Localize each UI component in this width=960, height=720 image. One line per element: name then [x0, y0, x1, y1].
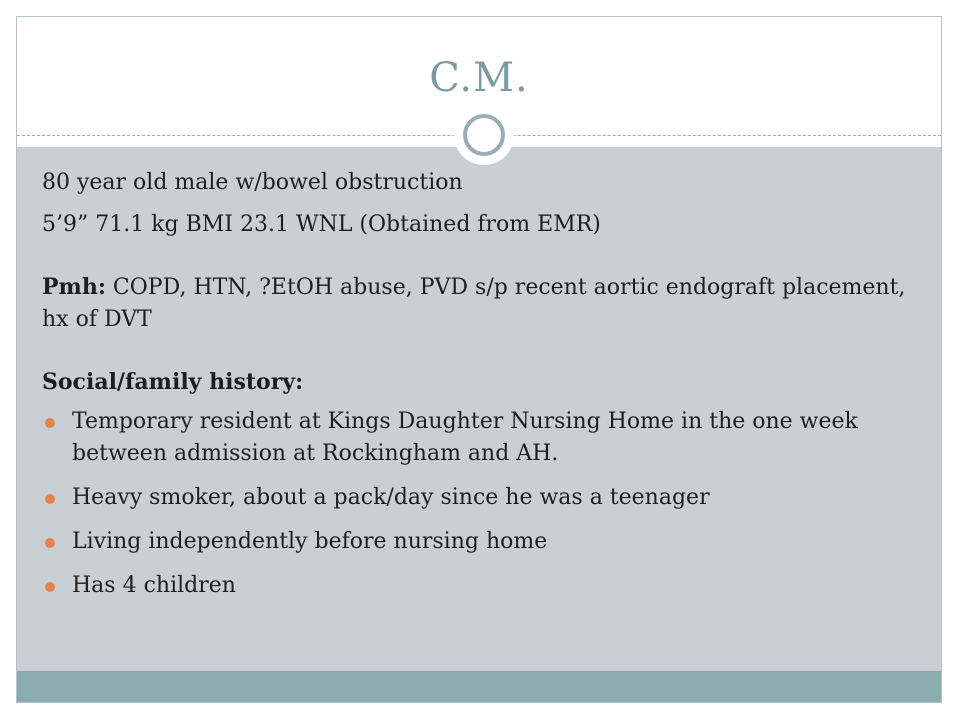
footer-bar	[17, 671, 941, 703]
list-item-text: Heavy smoker, about a pack/day since he was a teenager	[72, 485, 710, 510]
list-item	[42, 526, 922, 558]
list-item	[42, 482, 922, 514]
slide-title: C.M.	[429, 55, 529, 101]
list-item	[42, 570, 922, 602]
social-history-heading: Social/family history:	[42, 369, 304, 395]
social-history-list	[42, 406, 922, 602]
ring-icon	[454, 105, 514, 165]
summary-line-2: 5’9” 71.1 kg BMI 23.1 WNL (Obtained from EMR)	[42, 212, 601, 237]
list-item	[42, 406, 922, 470]
pmh-label: Pmh:	[42, 274, 106, 300]
list-item-text: Temporary resident at Kings Daughter Nursing Home in the one week between admission at Rockingham and AH.	[72, 409, 858, 466]
bullet-icon	[45, 418, 55, 428]
bullet-icon	[45, 538, 55, 548]
slide-content	[42, 167, 922, 614]
list-item-text: Living independently before nursing home	[72, 529, 548, 554]
summary-line-1: 80 year old male w/bowel obstruction	[42, 170, 463, 195]
ring-inner	[463, 114, 505, 156]
pmh-text: COPD, HTN, ?EtOH abuse, PVD s/p recent aortic endograft placement, hx of DVT	[42, 275, 906, 332]
bullet-icon	[45, 494, 55, 504]
slide-frame	[16, 16, 942, 703]
bullet-icon	[45, 582, 55, 592]
pmh-line	[42, 271, 922, 336]
list-item-text: Has 4 children	[72, 573, 236, 598]
